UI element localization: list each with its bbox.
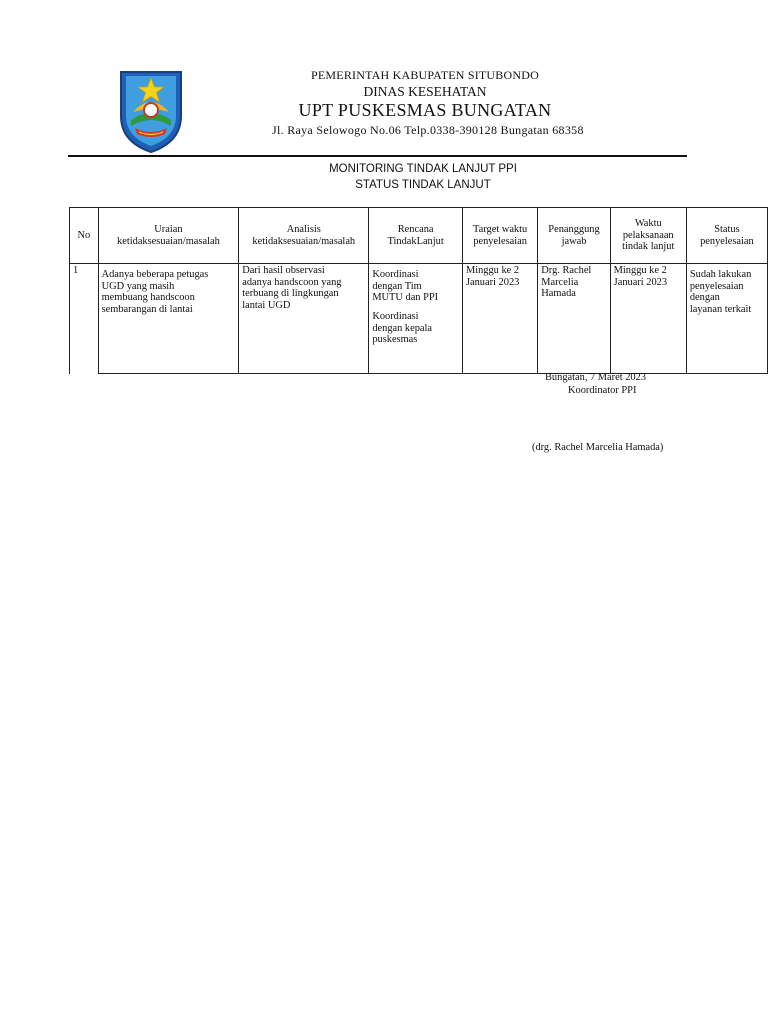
table-header-row [70, 208, 768, 264]
rencana-item: Koordinasi dengan Tim MUTU dan PPI [372, 269, 439, 304]
header-analisis: Analisis ketidaksesuaian/masalah [239, 208, 369, 264]
cell-target: Minggu ke 2 Januari 2023 [462, 264, 537, 374]
regency-emblem-icon [117, 66, 185, 154]
signature-role: Koordinator PPI [568, 385, 637, 396]
header-rencana: Rencana TindakLanjut [369, 208, 463, 264]
header-uraian: Uraian ketidaksesuaian/masalah [98, 208, 239, 264]
header-institution: UPT PUSKESMAS BUNGATAN [298, 100, 552, 120]
header-address: Jl. Raya Selowogo No.06 Telp.0338-390128 Bungatan 68358 [272, 123, 584, 137]
cell-rencana [369, 264, 463, 374]
header-no: No [70, 208, 99, 264]
header-waktu: Waktu pelaksanaan tindak lanjut [610, 208, 686, 264]
header-penanggung-jawab: Penanggung jawab [538, 208, 610, 264]
document-title: MONITORING TINDAK LANJUT PPI [329, 163, 517, 175]
header-target: Target waktu penyelesaian [462, 208, 537, 264]
cell-no: 1 [70, 264, 99, 374]
document-subtitle: STATUS TINDAK LANJUT [355, 179, 491, 191]
cell-uraian: Adanya beberapa petugas UGD yang masih membuang handscoon sembarangan di lantai [98, 264, 239, 374]
cell-status: Sudah lakukan penyelesaian dengan layanan terkait [686, 264, 767, 374]
monitoring-table [69, 207, 768, 374]
rencana-item: Koordinasi dengan kepala puskesmas [372, 310, 433, 346]
header-status: Status penyelesaian [686, 208, 767, 264]
header-divider [68, 155, 687, 157]
cell-waktu: Minggu ke 2 Januari 2023 [610, 264, 686, 374]
cell-penanggung-jawab: Drg. Rachel Marcelia Hamada [538, 264, 610, 374]
signature-name: (drg. Rachel Marcelia Hamada) [532, 442, 664, 453]
header-department: DINAS KESEHATAN [363, 84, 487, 99]
header-government: PEMERINTAH KABUPATEN SITUBONDO [311, 68, 539, 82]
table-row [70, 264, 768, 374]
signature-place-date: Bungatan, 7 Maret 2023 [545, 372, 646, 383]
cell-analisis: Dari hasil observasi adanya handscoon yang terbuang di lingkungan lantai UGD [239, 264, 369, 374]
